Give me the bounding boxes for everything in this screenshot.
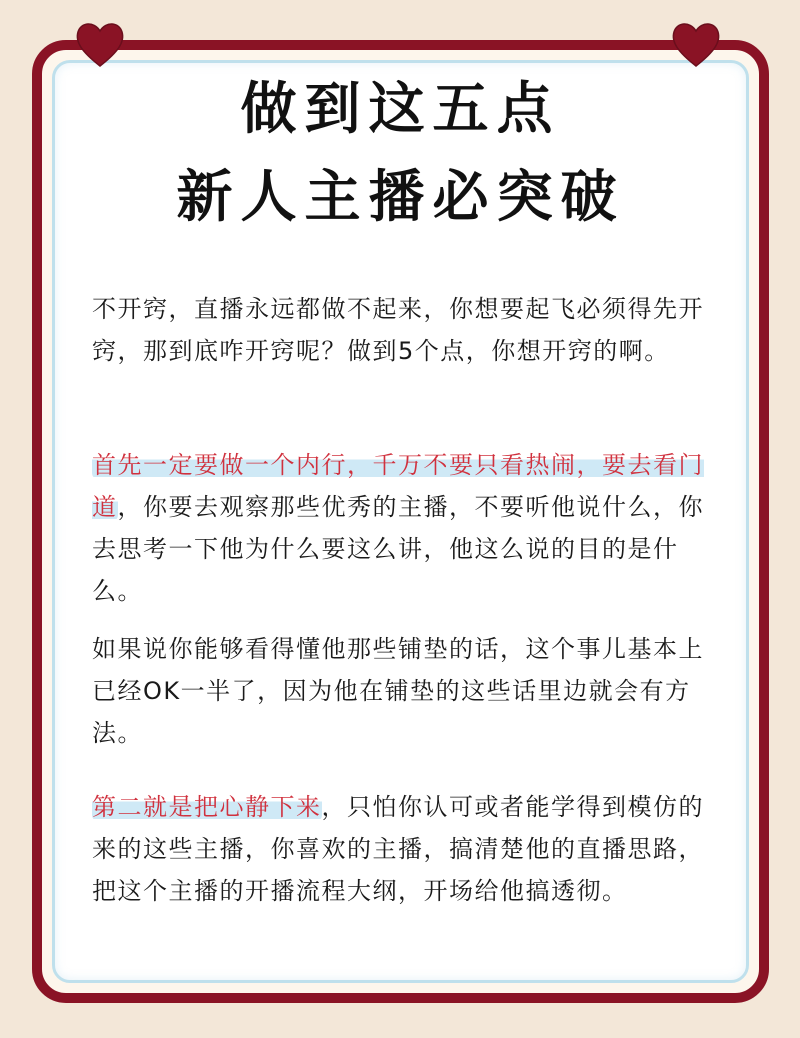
heart-icon: [668, 16, 724, 72]
highlight-text: 第二就是把心静下来: [92, 793, 322, 821]
highlight-text: 首先一定要做一个内行，千万不要只看热闹，要去看门道: [92, 451, 704, 521]
paragraph-point-two: [92, 786, 717, 912]
paragraph-explanation: [92, 628, 717, 754]
paragraph-text: 不开窍，直播永远都做不起来，你想要起飞必须得先开窍，那到底咋开窍呢？做到5个点，你想开窍的啊。: [92, 295, 704, 365]
paragraph-point-one: [92, 444, 717, 612]
paragraph-text: ，只怕你认可或者能学得到模仿的来的这些主播，你喜欢的主播，搞清楚他的直播思路，把这个主播的开播流程大纲，开场给他搞透彻。: [92, 793, 704, 905]
paragraph-text: 如果说你能够看得懂他那些铺垫的话，这个事儿基本上已经OK一半了，因为他在铺垫的这些话里边就会有方法。: [92, 635, 704, 747]
page-subtitle: 新人主播必突破: [176, 165, 625, 230]
paragraph-intro: [92, 288, 717, 372]
page-title: 做到这五点: [240, 77, 561, 142]
paragraph-text: ，你要去观察那些优秀的主播，不要听他说什么，你去思考一下他为什么要这么讲，他这么说的目的是什么。: [92, 493, 704, 605]
heart-icon: [72, 16, 128, 72]
